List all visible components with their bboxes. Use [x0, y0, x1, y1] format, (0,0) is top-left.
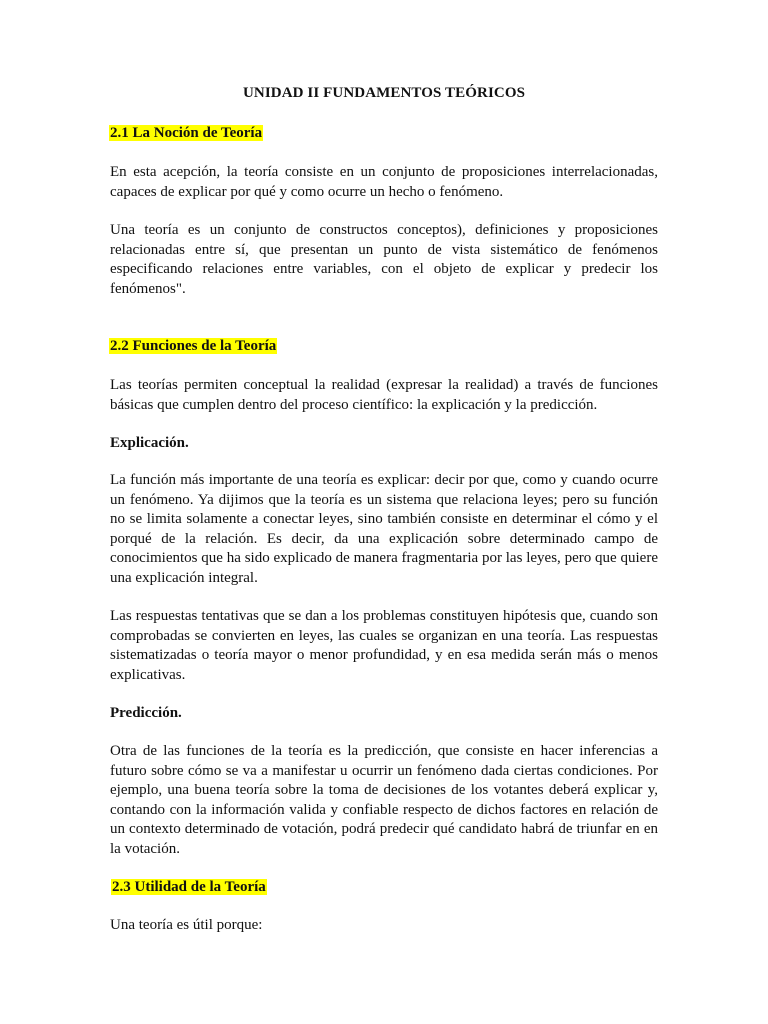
subheading-prediccion: Predicción. [110, 705, 182, 721]
paragraph-nocion-definition: En esta acepción, la teoría consiste en un conjunto de proposiciones interrelacionadas, capaces de explicar por qué y como ocurre un hecho o fenómeno. [110, 164, 658, 200]
highlighted-heading-text: 2.2 Funciones de la Teoría [110, 338, 277, 354]
subheading-explicacion: Explicación. [110, 435, 189, 451]
highlighted-heading-text: 2.1 La Noción de Teoría [110, 125, 263, 141]
paragraph-nocion-constructos: Una teoría es un conjunto de constructos conceptos), definiciones y proposiciones relacionadas entre sí, que presentan un punto de vista sistemático de fenómenos especificando relaciones entre variables, con el objeto de explicar y predecir los fenómenos". [110, 222, 658, 297]
paragraph-funciones-intro: Las teorías permiten conceptual la realidad (expresar la realidad) a través de funciones básicas que cumplen dentro del proceso científico: la explicación y la predicción. [110, 377, 658, 413]
paragraph-utilidad-intro: Una teoría es útil porque: [110, 917, 263, 933]
paragraph-explicacion-respuestas: Las respuestas tentativas que se dan a los problemas constituyen hipótesis que, cuando son comprobadas se convierten en leyes, las cuales se organizan en una teoría. Las respuestas sistematizadas o teoría mayor o menor profundidad, y en esa medida serán más o menos explicativas. [110, 608, 658, 683]
highlighted-heading-text: 2.3 Utilidad de la Teoría [112, 879, 266, 895]
paragraph-explicacion-main: La función más importante de una teoría es explicar: decir por que, como y cuando ocurre un fenómeno. Ya dijimos que la teoría es un sistema que relaciona leyes; pero su función no se limita solamente a conectar leyes, sino también consiste en determinar el cómo y el porqué de la relación. Es decir, da una explicación sobre determinado campo de conocimientos que ha sido explicado de manera fragmentaria por las leyes, pero que quiere una explicación integral. [110, 472, 658, 586]
paragraph-prediccion: Otra de las funciones de la teoría es la predicción, que consiste en hacer inferencias a futuro sobre cómo se va a manifestar u ocurrir un fenómeno dada ciertas condiciones. Por ejemplo, una buena teoría sobre la toma de decisiones de los votantes deberá explicar y, contando con la información valida y confiable respecto de dichos factores en relación de un contexto determinado de votación, podrá predecir qué candidato habrá de triunfar en en la votación. [110, 743, 658, 857]
document-title: UNIDAD II FUNDAMENTOS TEÓRICOS [242, 85, 526, 101]
section-heading-funciones [109, 337, 277, 356]
section-heading-utilidad [111, 878, 267, 897]
section-heading-nocion [109, 124, 263, 143]
